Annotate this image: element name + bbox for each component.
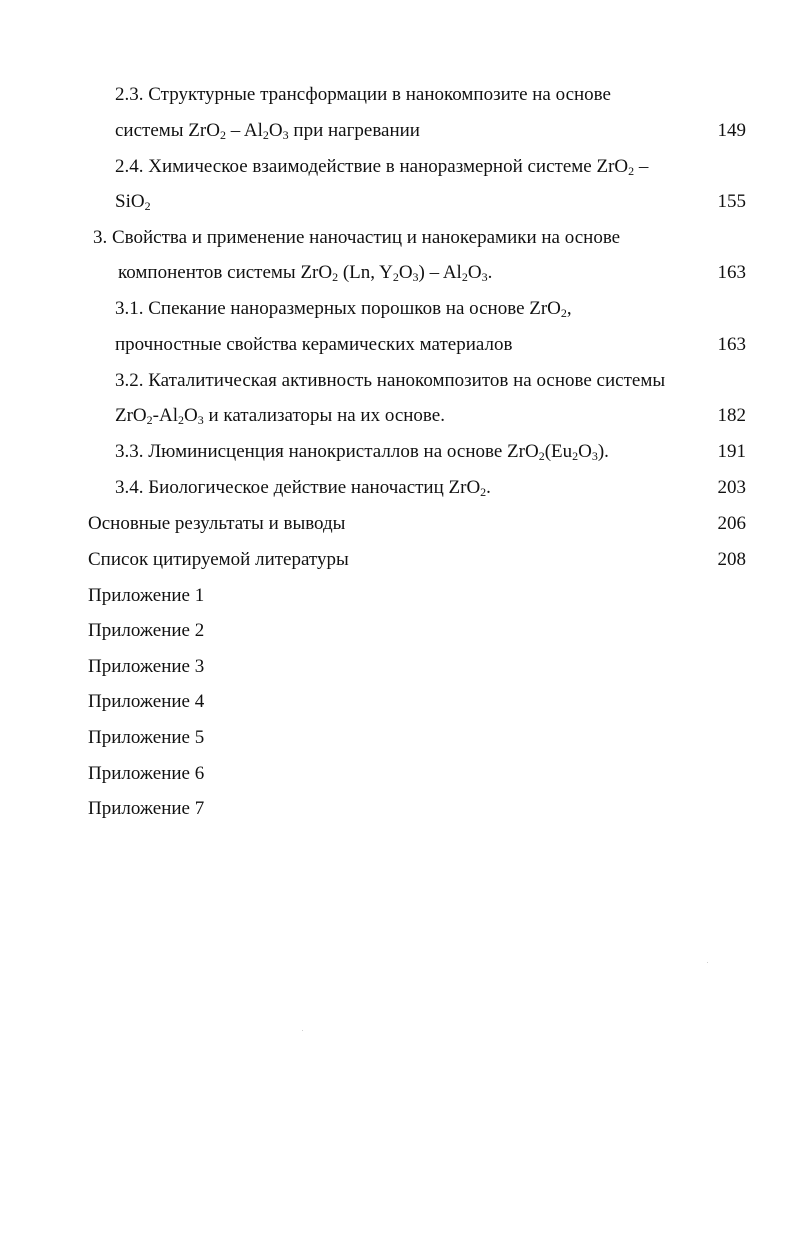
- toc-entry-3-1-line-1: 3.1. Спекание наноразмерных порошков на основе ZrO$_2$,: [115, 298, 572, 320]
- toc-entry-appendix-2: Приложение 2: [88, 620, 205, 641]
- toc-page-number: 208: [717, 549, 746, 570]
- toc-entry-3-1-line-2: прочностные свойства керамических материалов: [115, 334, 513, 355]
- toc-entry-appendix-1: Приложение 1: [88, 585, 205, 606]
- toc-page-number: 206: [717, 513, 746, 534]
- toc-entry-2-3-line-1: 2.3. Структурные трансформации в нанокомпозите на основе: [115, 84, 611, 105]
- toc-entry-3-line-1: 3. Свойства и применение наночастиц и нанокерамики на основе: [93, 227, 621, 248]
- toc-entry-2-3-line-2: системы $ZrO_2 - Al_2O_3$ при нагревании: [115, 120, 420, 142]
- toc-entry-appendix-4: Приложение 4: [88, 691, 205, 712]
- toc-page-number: 155: [717, 191, 746, 212]
- toc-entry-3-4: 3.4. Биологическое действие наночастиц ZrO$_2$.: [115, 477, 491, 499]
- toc-page-number: 182: [717, 405, 746, 426]
- toc-entry-2-4-line-1: 2.4. Химическое взаимодействие в наноразмерной системе ZrO$_2$ –: [115, 156, 649, 178]
- toc-entry-2-4-line-2: SiO$_2$: [115, 191, 151, 213]
- scan-speck: [707, 962, 708, 963]
- toc-page-number: 149: [717, 120, 746, 141]
- toc-page-number: 203: [717, 477, 746, 498]
- toc-entry-3-3: 3.3. Люминисценция нанокристаллов на основе $ZrO_2(Eu_2O_3)$.: [115, 441, 609, 463]
- toc-page-number: 163: [717, 334, 746, 355]
- toc-entry-appendix-3: Приложение 3: [88, 656, 205, 677]
- toc-entry-appendix-5: Приложение 5: [88, 727, 205, 748]
- toc-entry-3-2-line-2: $ZrO_2-Al_2O_3$ и катализаторы на их основе.: [115, 405, 445, 427]
- toc-entry-appendix-7: Приложение 7: [88, 798, 205, 819]
- toc-entry-appendix-6: Приложение 6: [88, 763, 205, 784]
- toc-entry-references: Список цитируемой литературы: [88, 549, 349, 570]
- toc-entry-results: Основные результаты и выводы: [88, 513, 346, 534]
- toc-page-number: 163: [717, 262, 746, 283]
- scan-speck: [302, 1030, 303, 1031]
- toc-entry-3-2-line-1: 3.2. Каталитическая активность нанокомпозитов на основе системы: [115, 370, 666, 391]
- toc-page-number: 191: [717, 441, 746, 462]
- toc-entry-3-line-2: компонентов системы ZrO$_2$ (Ln, $Y_2O_3) - Al_2O_3$.: [118, 262, 493, 284]
